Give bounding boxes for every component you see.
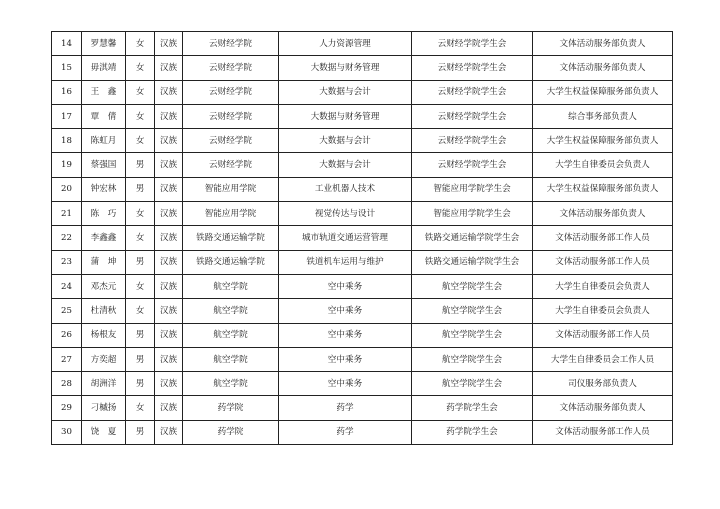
position-cell: 大学生自律委员会负责人 [533,274,673,298]
college-cell: 铁路交通运输学院 [183,250,279,274]
ethnicity-cell: 汉族 [155,56,183,80]
name-cell: 李鑫鑫 [82,226,126,250]
organization-cell: 航空学院学生会 [412,323,533,347]
row-number-cell: 18 [52,129,82,153]
college-cell: 药学院 [183,420,279,444]
table-row [52,32,673,56]
major-cell: 空中乘务 [279,323,412,347]
major-cell: 空中乘务 [279,299,412,323]
major-cell: 大数据与财务管理 [279,56,412,80]
position-cell: 文体活动服务部负责人 [533,202,673,226]
row-number-cell: 25 [52,299,82,323]
ethnicity-cell: 汉族 [155,274,183,298]
organization-cell: 铁路交通运输学院学生会 [412,226,533,250]
row-number-cell: 29 [52,396,82,420]
position-cell: 大学生自律委员会负责人 [533,153,673,177]
organization-cell: 云财经学院学生会 [412,153,533,177]
name-cell: 毋淇靖 [82,56,126,80]
organization-cell: 航空学院学生会 [412,299,533,323]
college-cell: 药学院 [183,396,279,420]
table-row [52,323,673,347]
sex-cell: 女 [126,104,155,128]
sex-cell: 女 [126,299,155,323]
table-row [52,202,673,226]
table-row [52,299,673,323]
major-cell: 空中乘务 [279,274,412,298]
sex-cell: 男 [126,177,155,201]
ethnicity-cell: 汉族 [155,226,183,250]
college-cell: 云财经学院 [183,80,279,104]
table-row [52,56,673,80]
name-cell: 饶 夏 [82,420,126,444]
row-number-cell: 22 [52,226,82,250]
organization-cell: 智能应用学院学生会 [412,202,533,226]
ethnicity-cell: 汉族 [155,153,183,177]
organization-cell: 云财经学院学生会 [412,56,533,80]
row-number-cell: 21 [52,202,82,226]
table-row [52,226,673,250]
sex-cell: 女 [126,274,155,298]
table-row [52,129,673,153]
name-cell: 王 鑫 [82,80,126,104]
position-cell: 文体活动服务部负责人 [533,32,673,56]
sex-cell: 女 [126,396,155,420]
organization-cell: 航空学院学生会 [412,347,533,371]
sex-cell: 女 [126,226,155,250]
college-cell: 云财经学院 [183,129,279,153]
major-cell: 视觉传达与设计 [279,202,412,226]
row-number-cell: 28 [52,372,82,396]
position-cell: 文体活动服务部负责人 [533,396,673,420]
table-row [52,420,673,444]
table-row [52,372,673,396]
name-cell: 蔡强国 [82,153,126,177]
row-number-cell: 23 [52,250,82,274]
sex-cell: 男 [126,347,155,371]
college-cell: 航空学院 [183,274,279,298]
name-cell: 胡洲洋 [82,372,126,396]
sex-cell: 女 [126,56,155,80]
sex-cell: 男 [126,372,155,396]
position-cell: 大学生自律委员会工作人员 [533,347,673,371]
organization-cell: 药学院学生会 [412,420,533,444]
college-cell: 云财经学院 [183,56,279,80]
sex-cell: 女 [126,80,155,104]
table-row [52,347,673,371]
ethnicity-cell: 汉族 [155,202,183,226]
row-number-cell: 19 [52,153,82,177]
major-cell: 城市轨道交通运营管理 [279,226,412,250]
position-cell: 综合事务部负责人 [533,104,673,128]
college-cell: 航空学院 [183,372,279,396]
position-cell: 大学生权益保障服务部负责人 [533,80,673,104]
row-number-cell: 20 [52,177,82,201]
table-row [52,80,673,104]
major-cell: 大数据与会计 [279,153,412,177]
sex-cell: 女 [126,202,155,226]
organization-cell: 航空学院学生会 [412,274,533,298]
ethnicity-cell: 汉族 [155,129,183,153]
table-row [52,250,673,274]
name-cell: 邓杰元 [82,274,126,298]
organization-cell: 云财经学院学生会 [412,80,533,104]
major-cell: 大数据与会计 [279,80,412,104]
row-number-cell: 16 [52,80,82,104]
college-cell: 航空学院 [183,323,279,347]
row-number-cell: 26 [52,323,82,347]
ethnicity-cell: 汉族 [155,80,183,104]
roster-body [52,32,673,445]
name-cell: 钟宏林 [82,177,126,201]
major-cell: 大数据与会计 [279,129,412,153]
row-number-cell: 24 [52,274,82,298]
college-cell: 智能应用学院 [183,177,279,201]
sex-cell: 男 [126,250,155,274]
sex-cell: 男 [126,323,155,347]
college-cell: 铁路交通运输学院 [183,226,279,250]
position-cell: 大学生权益保障服务部负责人 [533,129,673,153]
position-cell: 大学生自律委员会负责人 [533,299,673,323]
ethnicity-cell: 汉族 [155,104,183,128]
organization-cell: 铁路交通运输学院学生会 [412,250,533,274]
row-number-cell: 14 [52,32,82,56]
sex-cell: 男 [126,420,155,444]
table-row [52,153,673,177]
name-cell: 蒲 坤 [82,250,126,274]
college-cell: 云财经学院 [183,153,279,177]
ethnicity-cell: 汉族 [155,32,183,56]
major-cell: 铁道机车运用与维护 [279,250,412,274]
row-number-cell: 17 [52,104,82,128]
ethnicity-cell: 汉族 [155,372,183,396]
position-cell: 文体活动服务部工作人员 [533,250,673,274]
college-cell: 航空学院 [183,347,279,371]
name-cell: 陈 巧 [82,202,126,226]
table-row [52,396,673,420]
row-number-cell: 27 [52,347,82,371]
organization-cell: 云财经学院学生会 [412,32,533,56]
position-cell: 大学生权益保障服务部负责人 [533,177,673,201]
position-cell: 文体活动服务部负责人 [533,56,673,80]
table-row [52,177,673,201]
college-cell: 智能应用学院 [183,202,279,226]
college-cell: 航空学院 [183,299,279,323]
ethnicity-cell: 汉族 [155,250,183,274]
organization-cell: 智能应用学院学生会 [412,177,533,201]
row-number-cell: 15 [52,56,82,80]
name-cell: 罗慧馨 [82,32,126,56]
organization-cell: 云财经学院学生会 [412,104,533,128]
organization-cell: 云财经学院学生会 [412,129,533,153]
ethnicity-cell: 汉族 [155,420,183,444]
major-cell: 大数据与财务管理 [279,104,412,128]
name-cell: 陈虹月 [82,129,126,153]
table-row [52,104,673,128]
sex-cell: 男 [126,153,155,177]
major-cell: 人力资源管理 [279,32,412,56]
organization-cell: 药学院学生会 [412,396,533,420]
ethnicity-cell: 汉族 [155,323,183,347]
position-cell: 司仪服务部负责人 [533,372,673,396]
college-cell: 云财经学院 [183,104,279,128]
position-cell: 文体活动服务部工作人员 [533,226,673,250]
ethnicity-cell: 汉族 [155,299,183,323]
ethnicity-cell: 汉族 [155,347,183,371]
major-cell: 空中乘务 [279,347,412,371]
name-cell: 方奕超 [82,347,126,371]
major-cell: 药学 [279,420,412,444]
position-cell: 文体活动服务部工作人员 [533,420,673,444]
ethnicity-cell: 汉族 [155,177,183,201]
major-cell: 工业机器人技术 [279,177,412,201]
name-cell: 刁槭扬 [82,396,126,420]
table-row [52,274,673,298]
name-cell: 杨根友 [82,323,126,347]
major-cell: 空中乘务 [279,372,412,396]
college-cell: 云财经学院 [183,32,279,56]
name-cell: 杜清秋 [82,299,126,323]
sex-cell: 女 [126,32,155,56]
row-number-cell: 30 [52,420,82,444]
position-cell: 文体活动服务部工作人员 [533,323,673,347]
name-cell: 覃 倩 [82,104,126,128]
ethnicity-cell: 汉族 [155,396,183,420]
organization-cell: 航空学院学生会 [412,372,533,396]
sex-cell: 女 [126,129,155,153]
major-cell: 药学 [279,396,412,420]
student-roster-table [51,31,673,445]
